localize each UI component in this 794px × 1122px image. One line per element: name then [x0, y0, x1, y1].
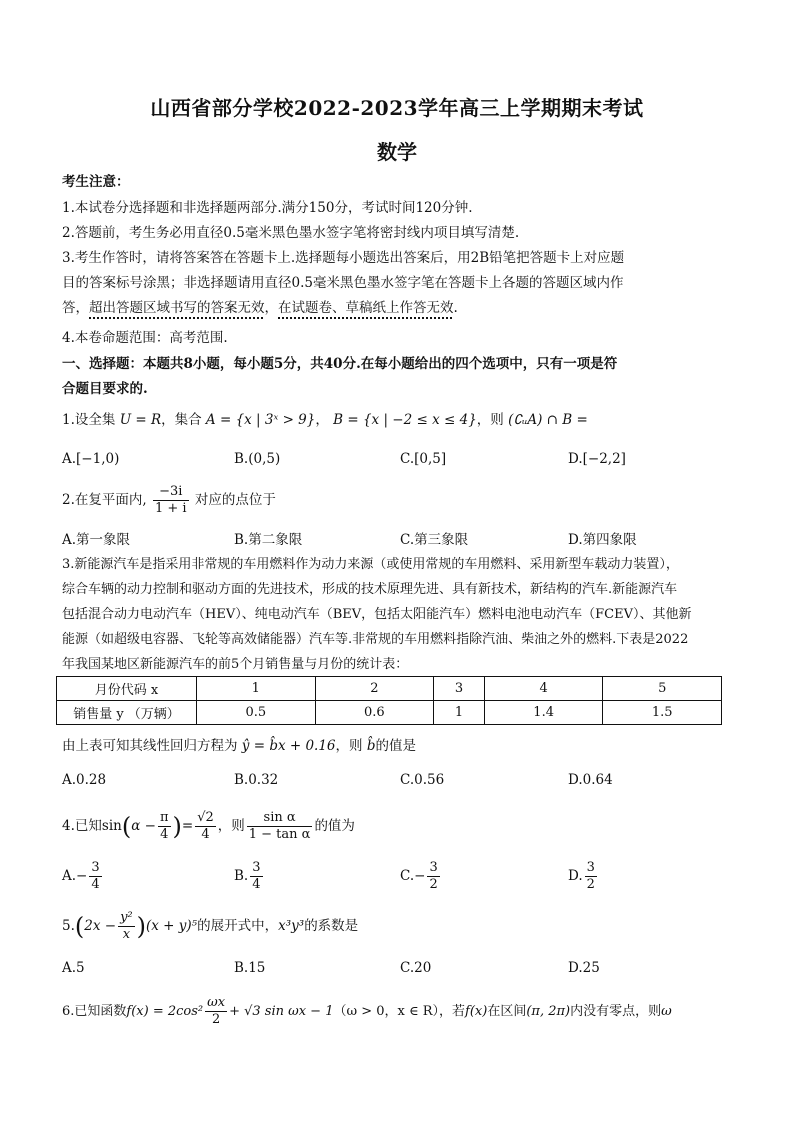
math-term: α −	[131, 818, 156, 834]
sales-table	[56, 676, 722, 725]
fraction	[158, 810, 171, 843]
subject-title: 数学	[377, 140, 417, 164]
notice-item-3-line-2: 目的答案标号涂黑；非选择题请用直径0.5毫米黑色墨水签字笔在答题卡上各题的答题区域内作	[62, 275, 624, 291]
math-term: (π, 2π)	[526, 1004, 571, 1019]
question-text: 的值是	[375, 738, 416, 754]
question-2	[62, 484, 732, 517]
question-text: 6.已知函数	[62, 1004, 127, 1019]
emphasis-text: 超出答题区域书写的答案无效	[89, 300, 265, 316]
fraction-numerator: ωx	[207, 995, 226, 1010]
fraction-denominator: 2	[429, 877, 438, 892]
exam-title: 山西省部分学校2022-2023学年高三上学期期末考试	[150, 96, 644, 120]
option-d[interactable]: D.25	[568, 960, 600, 976]
option-d[interactable]	[568, 858, 599, 894]
math-expression: U = R	[119, 412, 162, 428]
section-heading-line-2: 合题目要求的.	[62, 381, 148, 397]
table-cell: 2	[315, 677, 434, 701]
fraction-numerator: √2	[197, 810, 214, 825]
question-text: 在区间	[487, 1004, 527, 1019]
table-cell: 1.5	[603, 701, 722, 725]
table-cell: 0.5	[197, 701, 316, 725]
question-text: 对应的点位于	[194, 492, 276, 508]
option-label: D.	[568, 868, 583, 884]
section-heading-line-1: 一、选择题：本题共8小题，每小题5分，共40分.在每小题给出的四个选项中，只有一项是符	[62, 356, 618, 372]
table-row	[57, 677, 722, 701]
question-3-line-5: 年我国某地区新能源汽车的前5个月销售量与月份的统计表：	[62, 657, 409, 672]
fraction-denominator: 4	[252, 877, 261, 892]
question-text: ，则	[335, 738, 363, 754]
notice-item-4: 4.本卷命题范围：高考范围.	[62, 330, 228, 346]
table-cell: 1.4	[484, 701, 603, 725]
notice-heading: 考生注意：	[62, 174, 130, 190]
right-paren: )	[136, 912, 147, 941]
option-label: A.−	[62, 868, 88, 884]
left-paren: (	[121, 812, 132, 841]
option-b[interactable]: B.第二象限	[234, 532, 303, 548]
table-row	[57, 701, 722, 725]
fraction-denominator: 1 − tan α	[248, 827, 311, 842]
fraction-numerator: 3	[586, 860, 595, 875]
question-text: ，集合	[161, 412, 202, 428]
math-condition: （ω > 0，x ∈ R）	[333, 1004, 440, 1019]
option-a[interactable]: A.5	[62, 960, 85, 976]
question-3-after	[62, 734, 732, 759]
question-1	[62, 408, 732, 433]
option-b[interactable]: B.(0,5)	[234, 451, 281, 467]
fraction-denominator: 4	[201, 827, 210, 842]
notice-text: ，	[264, 300, 278, 316]
table-header-cell: 销售量 y （万辆）	[57, 701, 197, 725]
math-term: ω	[661, 1004, 672, 1019]
question-text: ，则	[476, 412, 504, 428]
fraction	[195, 810, 216, 843]
math-expression: ŷ = b̂x + 0.16	[241, 738, 336, 754]
notice-text: 答，	[62, 300, 89, 316]
fraction	[427, 860, 439, 893]
table-cell: 1	[434, 701, 485, 725]
emphasis-text: 在试题卷、草稿纸上作答无效	[278, 300, 454, 316]
option-label: C.−	[400, 868, 426, 884]
option-b[interactable]: B.0.32	[234, 772, 279, 788]
math-expression	[101, 810, 218, 842]
fraction-denominator: 4	[160, 827, 169, 842]
question-text: 的展开式中，	[197, 918, 279, 934]
question-text: 1.设全集	[62, 412, 116, 428]
question-text: 的值为	[314, 818, 355, 834]
fraction	[250, 860, 262, 893]
fraction-denominator: x	[122, 927, 131, 942]
fraction-denominator: 2	[586, 877, 595, 892]
option-d[interactable]: D.0.64	[568, 772, 613, 788]
table-cell: 1	[197, 677, 316, 701]
math-term: x³y³	[278, 918, 305, 934]
math-expression: b̂	[366, 738, 376, 754]
fraction	[247, 810, 313, 843]
option-b[interactable]	[234, 858, 265, 894]
table-header-cell: 月份代码 x	[57, 677, 197, 701]
notice-item-1: 1.本试卷分选择题和非选择题两部分.满分150分，考试时间120分钟.	[62, 200, 473, 216]
fraction	[118, 910, 135, 943]
question-6	[62, 992, 732, 1032]
notice-text: .	[453, 300, 458, 316]
question-3-line-2: 综合车辆的动力控制和驱动方面的先进技术，形成的技术原理先进、具有新技术，新结构的汽车.新能源汽车	[62, 582, 678, 597]
option-b[interactable]: B.15	[234, 960, 266, 976]
right-paren: )	[172, 812, 182, 841]
math-expression: (∁ᵤA) ∩ B =	[508, 412, 588, 428]
option-a[interactable]: A.[−1,0)	[62, 451, 120, 467]
option-c[interactable]: C.第三象限	[400, 532, 469, 548]
math-term: + √3 sin ωx − 1	[229, 1004, 334, 1019]
table-cell: 4	[484, 677, 603, 701]
question-text: ，若	[439, 1004, 466, 1019]
math-expression: B = {x | −2 ≤ x ≤ 4}	[333, 412, 477, 428]
math-term: f(x)	[465, 1004, 488, 1019]
notice-item-3-line-3	[62, 296, 732, 321]
question-3-line-4: 能源（如超级电容器、飞轮等高效储能器）汽车等.非常规的车用燃料指除汽油、柴油之外的燃料.下表是2022	[62, 632, 689, 647]
option-c[interactable]: C.[0,5]	[400, 451, 447, 467]
question-4-options	[62, 858, 732, 894]
math-term: 2x −	[84, 918, 117, 934]
question-2-options	[62, 528, 732, 554]
question-text: 2.在复平面内,	[62, 492, 147, 508]
option-c[interactable]: C.20	[400, 960, 432, 976]
fraction-denominator: 4	[91, 877, 100, 892]
left-paren: (	[74, 912, 85, 941]
question-text: 由上表可知其线性回归方程为	[62, 738, 238, 754]
fraction-denominator: 2	[211, 1012, 221, 1027]
equals-sign: =	[181, 818, 194, 834]
option-label: B.	[234, 868, 249, 884]
fraction	[89, 860, 101, 893]
option-a[interactable]	[62, 858, 104, 894]
option-c[interactable]	[400, 858, 442, 894]
fraction-numerator: −3i	[153, 484, 189, 501]
option-d[interactable]: D.第四象限	[568, 532, 637, 548]
option-c[interactable]: C.0.56	[400, 772, 445, 788]
fraction-numerator: 3	[91, 860, 100, 875]
fraction	[585, 860, 597, 893]
fraction-numerator: 3	[252, 860, 261, 875]
fraction-numerator: π	[159, 810, 169, 825]
fraction	[153, 484, 189, 517]
question-text: 的系数是	[304, 918, 359, 934]
math-term: (x + y)⁵	[146, 918, 198, 934]
fraction-numerator: y²	[120, 910, 133, 925]
option-d[interactable]: D.[−2,2]	[568, 451, 626, 467]
notice-item-3-line-1: 3.考生作答时，请将答案答在答题卡上.选择题每小题选出答案后，用2B铅笔把答题卡上对应题	[62, 250, 625, 266]
question-text: ，	[315, 412, 329, 428]
question-number: 5.	[62, 918, 75, 934]
sin-function: sin	[101, 818, 122, 834]
question-5-options	[62, 960, 732, 986]
question-text: 4.已知	[62, 818, 102, 834]
question-text: ，则	[217, 818, 245, 834]
option-a[interactable]: A.0.28	[62, 772, 107, 788]
option-a[interactable]: A.第一象限	[62, 532, 131, 548]
notice-item-2: 2.答题前，考生务必用直径0.5毫米黑色墨水签字笔将密封线内项目填写清楚.	[62, 225, 520, 241]
fraction	[205, 995, 227, 1028]
table-cell: 5	[603, 677, 722, 701]
question-4	[62, 808, 732, 844]
table-cell: 0.6	[315, 701, 434, 725]
question-text: 内没有零点，则	[570, 1004, 662, 1019]
math-term: f(x) = 2cos²	[126, 1004, 204, 1019]
fraction-numerator: 3	[429, 860, 438, 875]
fraction-denominator: 1 + i	[154, 501, 187, 516]
fraction-numerator: sin α	[247, 810, 313, 827]
question-5	[62, 906, 732, 946]
question-3-options	[62, 772, 732, 798]
question-1-options	[62, 451, 732, 477]
question-3-line-1: 3.新能源汽车是指采用非常规的车用燃料作为动力来源（或使用常规的车用燃料、采用新型车载动力装置），	[62, 557, 679, 572]
question-3-line-3: 包括混合动力电动汽车（HEV）、纯电动汽车（BEV，包括太阳能汽车）燃料电池电动汽车（FCEV）、其他新	[62, 607, 692, 622]
table-cell: 3	[434, 677, 485, 701]
math-expression: A = {x | 3ˣ > 9}	[205, 412, 316, 428]
